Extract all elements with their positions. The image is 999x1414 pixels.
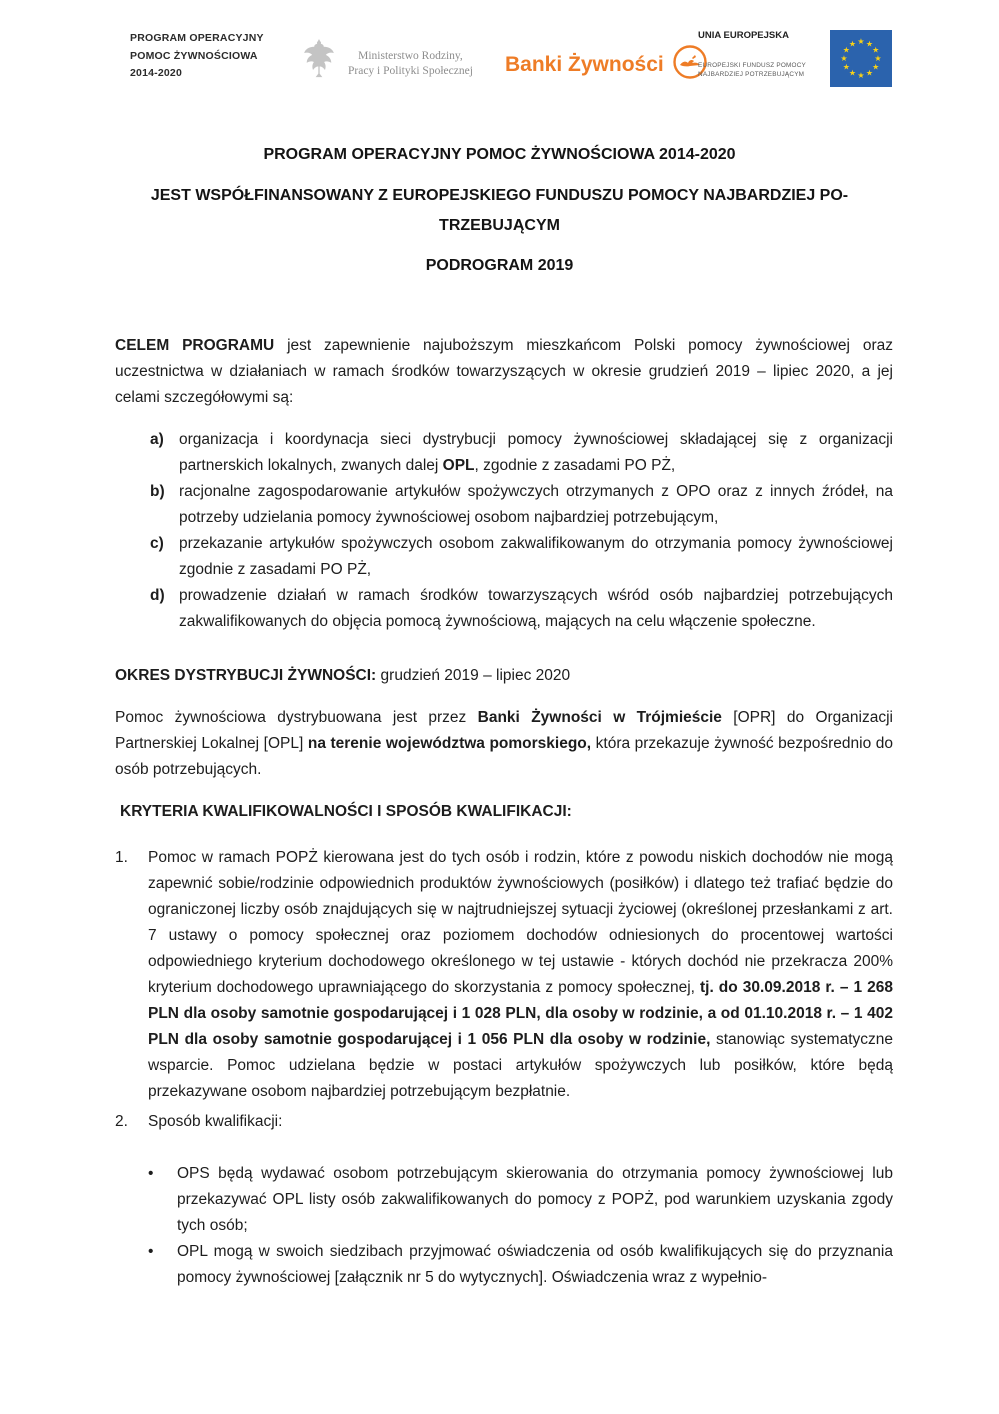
list-item <box>115 1109 893 1135</box>
svg-text:★: ★ <box>865 68 874 78</box>
svg-text:★: ★ <box>865 39 874 49</box>
list-marker: 1. <box>115 848 128 866</box>
program-logo-line2: POMOC ŻYWNOŚCIOWA <box>130 49 258 62</box>
list-item <box>148 1161 893 1239</box>
list-marker: d) <box>150 586 165 604</box>
list-item-text: OPS będą wydawać osobom potrzebującym skierowania do otrzymania pomocy żywnościowej lub przekazywać OPL listy osób zakwalifikowanych do pomocy z POPŻ, pod warunkiem uzyskania zgody tych osób; <box>177 1164 893 1234</box>
svg-text:★: ★ <box>848 39 857 49</box>
list-item-text: racjonalne zagospodarowanie artykułów spożywczych otrzymanych z OPO oraz z innych źródeł, na potrzeby udzielania pomocy żywnościowej osobom najbardziej potrzebującym, <box>179 482 893 526</box>
eu-fund-line1: EUROPEJSKI FUNDUSZ POMOCY <box>698 62 806 69</box>
svg-text:★: ★ <box>848 68 857 78</box>
bullet-marker: • <box>148 1164 154 1182</box>
svg-text:★: ★ <box>872 62 880 72</box>
svg-text:★: ★ <box>872 45 880 55</box>
eu-flag-icon <box>830 30 892 92</box>
ministry-logo <box>300 36 473 91</box>
eu-title: UNIA EUROPEJSKA <box>698 30 789 41</box>
document-body <box>115 333 893 1291</box>
list-marker: a) <box>150 430 164 448</box>
eu-fund-line2: NAJBARDZIEJ POTRZEBUJĄCYM <box>698 71 805 78</box>
list-marker: 2. <box>115 1112 128 1130</box>
eu-logo <box>698 30 892 92</box>
criteria-heading: KRYTERIA KWALIFIKOWALNOŚCI I SPOSÓB KWALIFIKACJI: <box>120 802 572 820</box>
svg-text:★: ★ <box>874 54 882 63</box>
program-operational-logo <box>130 30 264 83</box>
list-item-text: przekazanie artykułów spożywczych osobom zakwalifikowanym do otrzymania pomocy żywnościowej zgodnie z zasadami PO PŻ, <box>179 534 893 578</box>
list-item <box>115 845 893 1105</box>
logo-strip <box>0 0 999 112</box>
list-item-text: Sposób kwalifikacji: <box>148 1112 283 1130</box>
svg-text:★: ★ <box>842 45 850 55</box>
polish-eagle-icon <box>300 36 338 91</box>
list-item <box>150 427 893 479</box>
cofinance-line2: TRZEBUJĄCYM <box>439 217 560 234</box>
title-block <box>0 144 999 277</box>
list-item-text: prowadzenie działań w ramach środków towarzyszących wśród osób najbardziej potrzebujących zakwalifikowanych do objęcia pomocą żywnościową, mających na celu włączenie społeczne. <box>179 586 893 630</box>
goals-list <box>150 427 893 635</box>
program-logo-line1: PROGRAM OPERACYJNY <box>130 32 264 44</box>
distribution-period-line: OKRES DYSTRYBUCJI ŻYWNOŚCI: grudzień 2019 – lipiec 2020 <box>115 666 571 684</box>
program-logo-line3: 2014-2020 <box>130 67 183 79</box>
list-item-text: Pomoc w ramach POPŻ kierowana jest do tych osób i rodzin, które z powodu niskich dochodów nie mogą zapewnić sobie/rodzinie odpowiednich produktów żywnościowych (posiłków) i dlatego też trafiać będzie do ograniczonej liczby osób znajdujących się w najtrudniejszej sytuacji życiowej (określonej przesłankami z art. 7 ustawy o pomocy społecznej oraz poziomem dochodów odniesionych do procentowej wartości odpowiedniego kryterium dochodowego określonego w tej ustawie - których dochód nie przekracza 200% kryterium dochodowego uprawniającego do skorzystania z pomocy społecznej, tj. do 30.09.2018 r. – 1 268 PLN dla osoby samotnie gospodarującej i 1 028 PLN, dla osoby w rodzinie, a od 01.10.2018 r. – 1 402 PLN dla osoby samotnie gospodarującej i 1 056 PLN dla osoby w rodzinie, stanowiąc systematyczne wsparcie. Pomoc udzielana będzie w postaci artykułów spożywczych lub posiłków, które będą przekazywane osobom najbardziej potrzebującym bezpłatnie. <box>148 848 893 1100</box>
list-item-text: OPL mogą w swoich siedzibach przyjmować oświadczenia od osób kwalifikujących się do przyznania pomocy żywnościowej [załącznik nr 5 do wytycznych]. Oświadczenia wraz z wypełnio- <box>177 1242 893 1286</box>
svg-text:★: ★ <box>857 71 865 80</box>
criteria-numbered-list <box>115 845 893 1135</box>
svg-text:★: ★ <box>840 54 848 63</box>
qualification-bullet-list <box>148 1161 893 1291</box>
bullet-marker: • <box>148 1242 154 1260</box>
program-goal-paragraph: CELEM PROGRAMU jest zapewnienie najuboższym mieszkańcom Polski pomocy żywnościowej oraz uczestnictwa w działaniach w ramach środków towarzyszących w okresie grudzień 2019 – lipiec 2020, a jej celami szczegółowymi są: <box>115 337 893 406</box>
cofinance-subtitle <box>0 181 999 241</box>
document-title: PROGRAM OPERACYJNY POMOC ŻYWNOŚCIOWA 2014-2020 <box>263 146 736 163</box>
list-item <box>148 1239 893 1291</box>
svg-text:★: ★ <box>842 62 850 72</box>
food-banks-wordmark: Banki Żywności <box>505 52 664 76</box>
distribution-paragraph: Pomoc żywnościowa dystrybuowana jest przez Banki Żywności w Trójmieście [OPR] do Organizacji Partnerskiej Lokalnej [OPL] na terenie województwa pomorskiego, która przekazuje żywność bezpośrednio do osób potrzebujących. <box>115 708 893 778</box>
ministry-name <box>348 49 473 78</box>
cofinance-line1: JEST WSPÓŁFINANSOWANY Z EUROPEJSKIEGO FUNDUSZU POMOCY NAJBARDZIEJ PO- <box>150 187 849 204</box>
list-marker: c) <box>150 534 164 552</box>
list-item <box>150 531 893 583</box>
svg-text:★: ★ <box>857 37 865 46</box>
list-item <box>150 479 893 531</box>
subprogram-title: PODROGRAM 2019 <box>425 257 574 274</box>
food-banks-logo <box>505 44 708 85</box>
ministry-name-line2: Pracy i Polityki Społecznej <box>348 64 473 77</box>
list-marker: b) <box>150 482 165 500</box>
list-item <box>150 583 893 635</box>
eu-fund-name <box>698 61 816 79</box>
list-item-text: organizacja i koordynacja sieci dystrybucji pomocy żywnościowej składającej się z organizacji partnerskich lokalnych, zwanych dalej OPL, zgodnie z zasadami PO PŻ, <box>179 430 893 474</box>
ministry-name-line1: Ministerstwo Rodziny, <box>358 50 463 62</box>
